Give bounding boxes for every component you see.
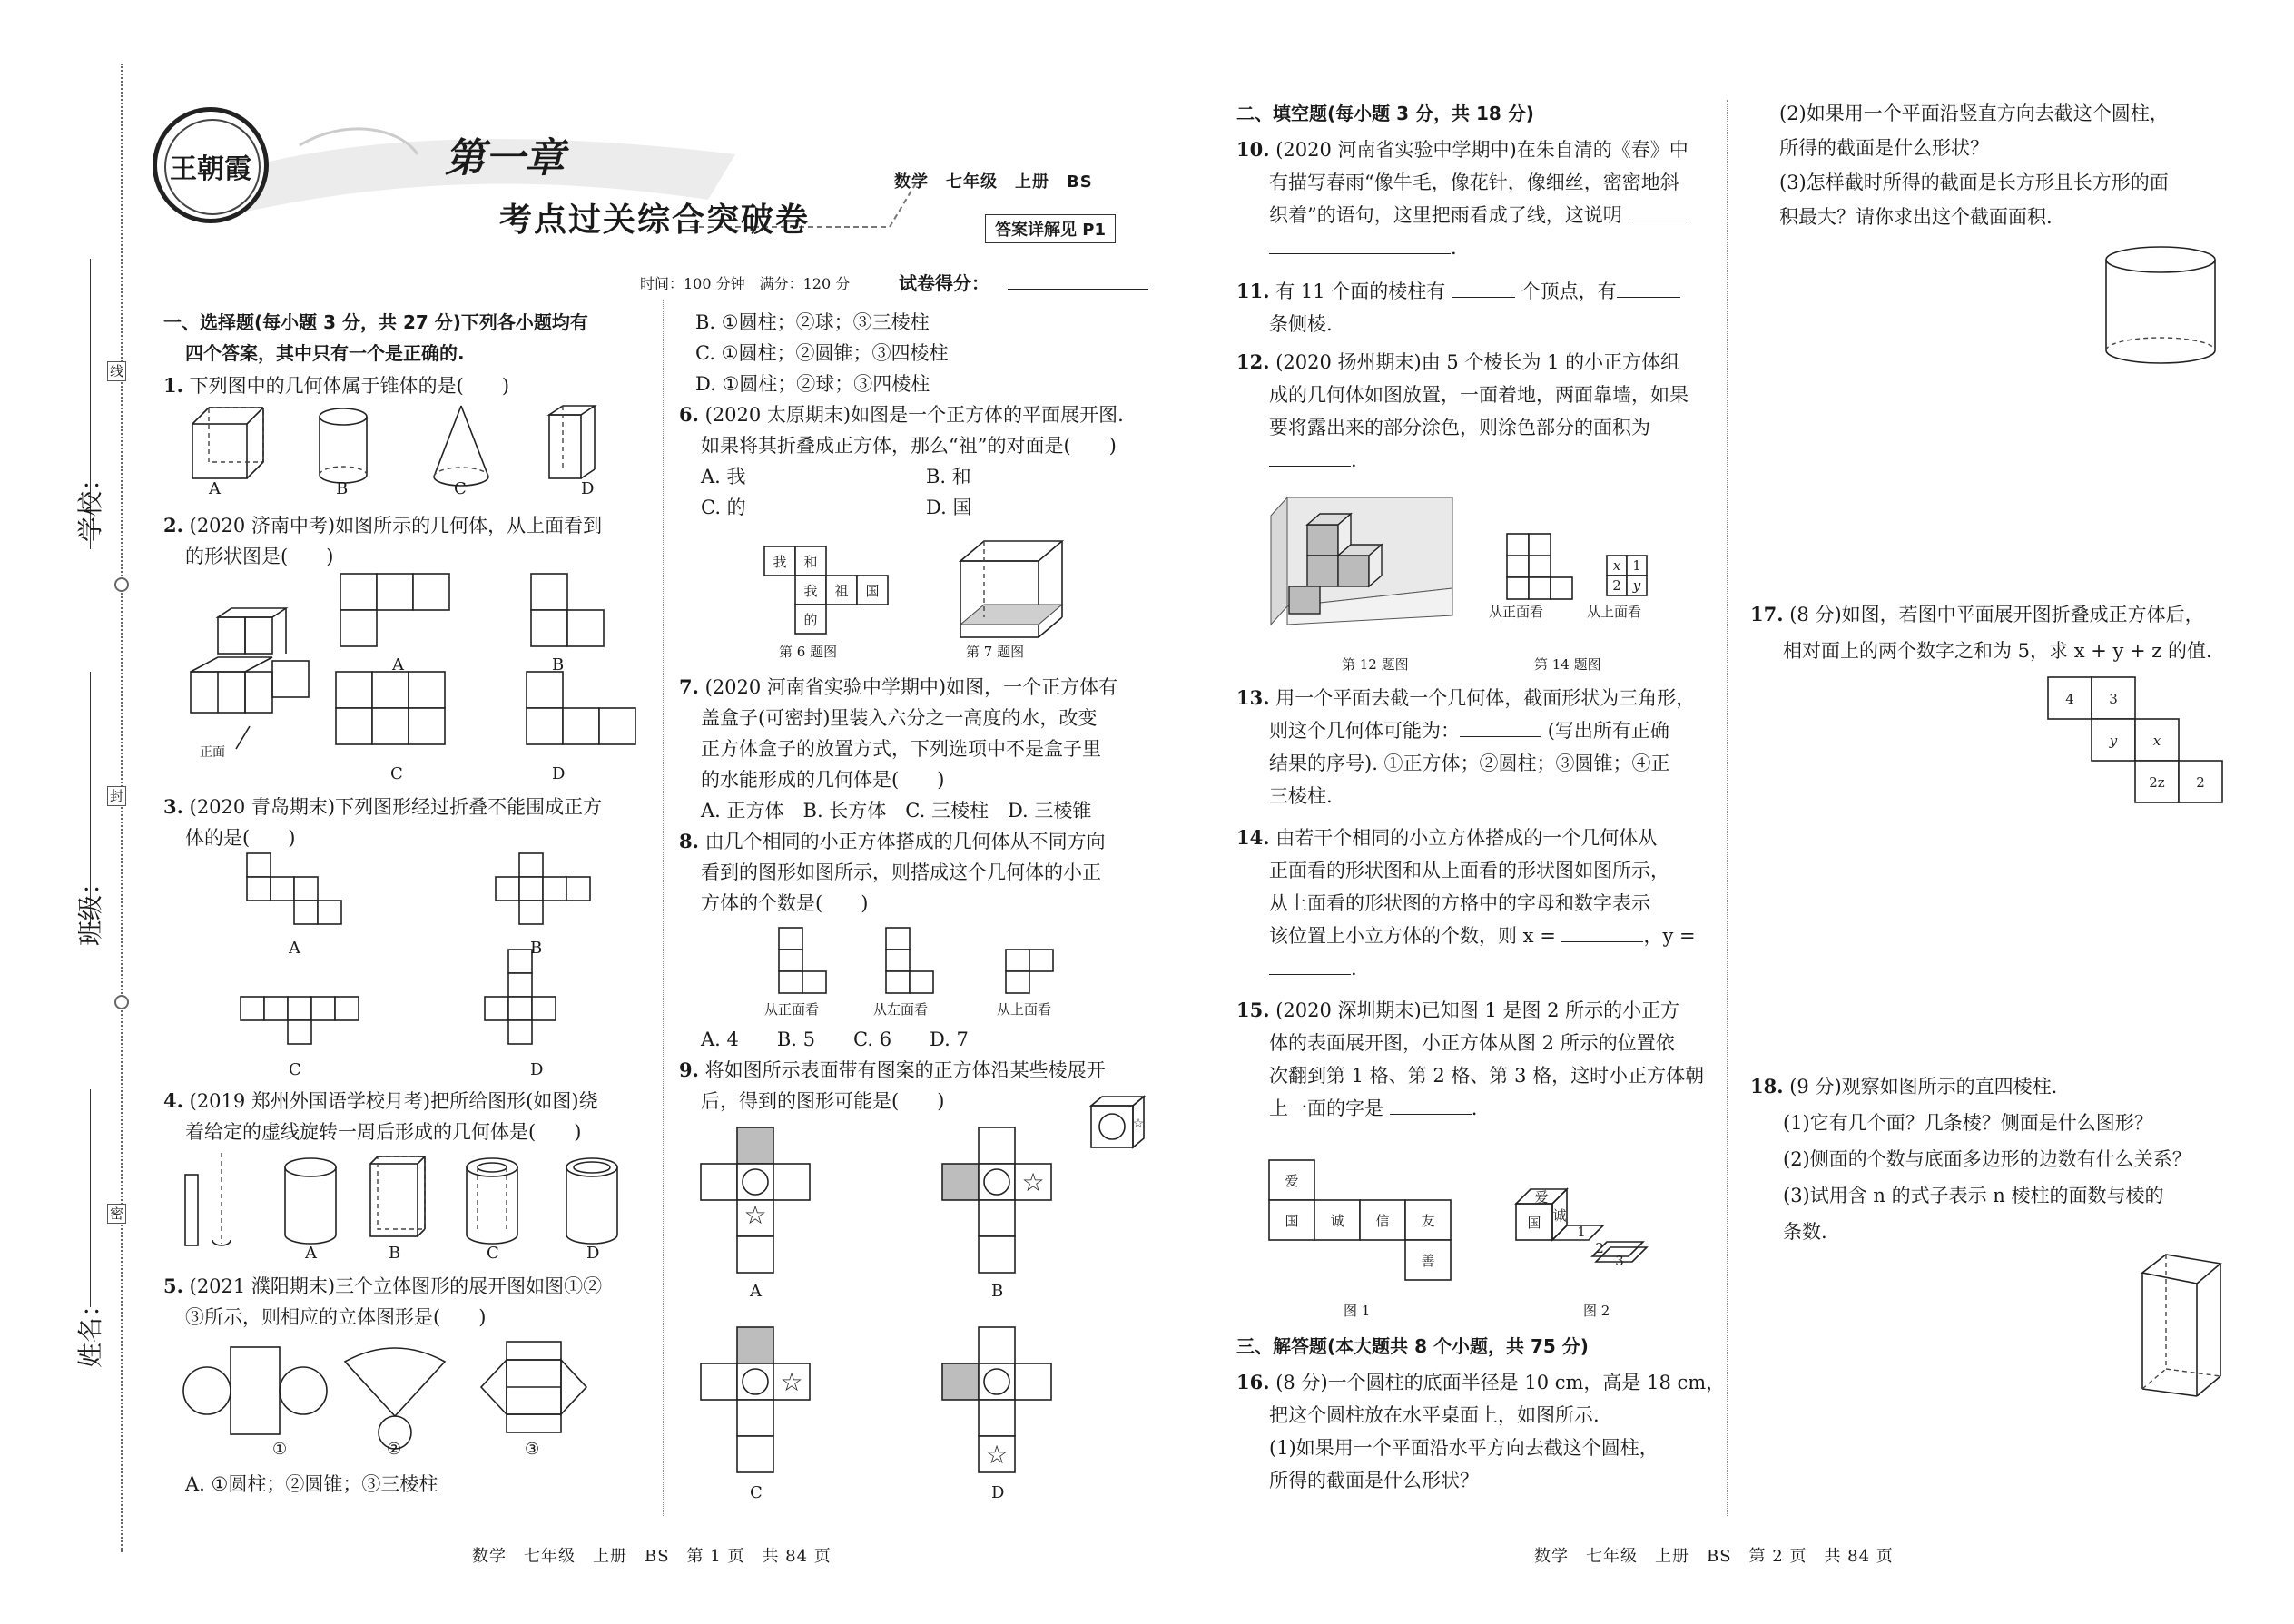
q14-line-5: . (1269, 953, 1357, 984)
q18-line-5: 条数. (1783, 1221, 1827, 1243)
binding-mark-secret: 密 (107, 1204, 126, 1224)
q2-solid (191, 608, 309, 749)
q13-line-1: 13. 用一个平面去截一个几何体，截面形状为三角形， (1236, 686, 1696, 709)
q12-line-1: 12. (2020 扬州期末)由 5 个棱长为 1 的小正方体组 (1236, 350, 1680, 373)
q15-figures (1267, 1158, 1703, 1294)
q6-cell-4: 祖 (834, 583, 849, 599)
q6-option-b[interactable]: B. 和 (926, 466, 971, 487)
q5-option-b[interactable]: B. ①圆柱；②球；③三棱柱 (695, 311, 930, 333)
q4-option-d (566, 1158, 617, 1244)
q15-line-2: 体的表面展开图，小正方体从图 2 所示的位置依 (1269, 1032, 1675, 1054)
q3-text-2: 体的是( ) (185, 827, 296, 849)
svg-text:☆: ☆ (1132, 1117, 1145, 1131)
q15-cell-1: 爱 (1285, 1173, 1299, 1189)
q9-label-b: B (991, 1282, 1004, 1301)
svg-text:☆: ☆ (1021, 1167, 1045, 1197)
q9-text-2: 后，得到的图形可能是( ) (701, 1090, 945, 1112)
q5-figures (182, 1334, 654, 1452)
q1-label-a: A (209, 479, 221, 498)
section3-heading: 三、解答题(本大题共 8 个小题，共 75 分) (1236, 1335, 1589, 1357)
q6-option-a[interactable]: A. 我 (701, 466, 746, 487)
binding-mark-seal: 封 (107, 786, 126, 806)
q1-figures (182, 404, 617, 513)
q1-text: 1. 下列图中的几何体属于锥体的是( ) (163, 374, 510, 397)
q18-line-3: (2)侧面的个数与底面多边形的边数有什么关系？ (1783, 1148, 2191, 1170)
binding-hole (114, 995, 129, 1009)
q5-text: 5. (2021 濮阳期末)三个立体图形的展开图如图①② (163, 1275, 603, 1297)
q15-step-1: 1 (1577, 1224, 1586, 1240)
q16-line-5: (2)如果用一个平面沿竖直方向去截这个圆柱， (1779, 103, 2169, 124)
q8-top-label: 从上面看 (997, 1001, 1052, 1018)
q16-line-7: (3)怎样截时所得的截面是长方形且长方形的面 (1779, 172, 2169, 193)
q18-line-1: 18. (9 分)观察如图所示的直四棱柱. (1750, 1075, 2058, 1097)
q15-rolling-cube (1516, 1189, 1647, 1269)
q4-figures (182, 1153, 654, 1253)
answer-reference: 答案详解见 P1 (985, 214, 1116, 243)
q4-label-b: B (389, 1244, 401, 1263)
q15-fig2-caption: 图 2 (1583, 1303, 1610, 1319)
q13-line-2: 则这个几何体可能为： (写出所有正确 (1269, 715, 1669, 746)
q9-options (699, 1126, 1080, 1507)
q15-line-4: 上一面的字是 . (1269, 1093, 1477, 1124)
q14-top-view (1607, 556, 1647, 595)
q15-step-3: 3 (1615, 1253, 1624, 1269)
q9-option-c (701, 1327, 810, 1472)
q5-fig-1: ① (272, 1440, 288, 1459)
q15-cell-6: 善 (1421, 1253, 1435, 1269)
q7-box (960, 541, 1062, 637)
q8-views (777, 924, 1086, 997)
q12-line-4: . (1269, 445, 1357, 476)
q18-prism (2141, 1253, 2231, 1398)
q2-option-a (340, 574, 449, 646)
q8-text-2: 看到的图形如图所示，则搭成这个几何体的小正 (701, 861, 1101, 883)
q3-option-a (247, 853, 341, 924)
q14-two: 2 (1612, 577, 1621, 594)
q6-cell-1: 我 (773, 554, 787, 570)
q5-fig-2: ② (387, 1440, 402, 1459)
q14-one: 1 (1632, 557, 1641, 574)
q15-cube-side: 诚 (1552, 1207, 1567, 1224)
q17-cell-1: 4 (2065, 691, 2074, 707)
q16-line-2: 把这个圆柱放在水平桌面上，如图所示. (1269, 1404, 1600, 1426)
q15-cell-2: 国 (1285, 1213, 1299, 1229)
q9-label-c: C (750, 1483, 763, 1502)
q11-line-2: 条侧棱. (1269, 313, 1333, 335)
chapter-title: 第一章 (445, 135, 565, 182)
q9-option-a (701, 1127, 810, 1273)
q17-net (2046, 675, 2228, 812)
q8-options[interactable]: A. 4 B. 5 C. 6 D. 7 (701, 1029, 969, 1050)
q12-caption: 第 12 题图 (1342, 656, 1409, 673)
q17-line-2: 相对面上的两个数字之和为 5，求 x + y + z 的值. (1783, 640, 2212, 662)
q5-option-a[interactable]: A. ①圆柱；②圆锥；③三棱柱 (185, 1473, 438, 1495)
q3-option-d (485, 950, 556, 1044)
q7-text-2: 盖盒子(可密封)里装入六分之一高度的水，改变 (701, 707, 1098, 729)
q4-option-b (370, 1156, 425, 1236)
q16-cylinder (2104, 245, 2231, 372)
q3-text: 3. (2020 青岛期末)下列图形经过折叠不能围成正方 (163, 795, 603, 818)
q16-line-3: (1)如果用一个平面沿水平方向去截这个圆柱， (1269, 1437, 1659, 1459)
section2-heading: 二、填空题(每小题 3 分，共 18 分) (1236, 103, 1534, 124)
q8-text-3: 方体的个数是( ) (701, 892, 869, 914)
q3-label-a: A (289, 939, 300, 958)
svg-text:☆: ☆ (780, 1367, 803, 1397)
column-divider (1727, 100, 1728, 1516)
school-label: 学校： (75, 465, 106, 543)
binding-mark-line: 线 (107, 361, 126, 381)
q6-option-c[interactable]: C. 的 (701, 497, 746, 518)
footer-right: 数学 七年级 上册 BS 第 2 页 共 84 页 (1534, 1547, 1894, 1566)
q14-caption: 第 14 题图 (1534, 656, 1601, 673)
q16-line-1: 16. (8 分)一个圆柱的底面半径是 10 cm，高是 18 cm， (1236, 1371, 1726, 1393)
q5-text-2: ③所示，则相应的立体图形是( ) (185, 1306, 487, 1328)
q4-text: 4. (2019 郑州外国语学校月考)把所给图形(如图)绕 (163, 1089, 598, 1112)
q15-cell-5: 友 (1421, 1213, 1435, 1229)
q5-net-1 (183, 1347, 327, 1434)
q10-line-4: . (1269, 232, 1457, 263)
q17-cell-6: 2 (2196, 774, 2205, 791)
q4-option-a (285, 1158, 336, 1244)
q1-cylinder-figure (320, 408, 367, 483)
q15-step-2: 2 (1595, 1240, 1604, 1256)
q9-text: 9. 将如图所示表面带有图案的正方体沿某些棱展开 (679, 1058, 1106, 1081)
q8-left-view (886, 928, 933, 993)
q6-cell-2: 和 (803, 554, 818, 570)
time-info: 时间：100 分钟 满分：120 分 (640, 275, 851, 292)
q6-net (764, 546, 888, 634)
q15-cube-top: 爱 (1534, 1189, 1549, 1206)
q2-label-a: A (392, 655, 404, 674)
q2-front-label: 正面 (200, 745, 225, 760)
q2-option-c (336, 672, 445, 744)
q14-y: y (1632, 577, 1641, 594)
logo-text: 王朝霞 (170, 153, 251, 185)
column-divider (663, 300, 664, 1516)
q17-cell-2: 3 (2109, 691, 2118, 707)
q14-top-label: 从上面看 (1587, 604, 1642, 620)
binding-hole (114, 577, 129, 592)
q5-fig-3: ③ (525, 1440, 540, 1459)
q4-option-c (467, 1158, 517, 1244)
q6-cell-5: 国 (865, 583, 880, 599)
q6-caption: 第 6 题图 (779, 644, 838, 660)
q2-label-b: B (552, 655, 565, 674)
class-label: 班级： (75, 869, 106, 947)
name-label: 姓名： (75, 1291, 106, 1369)
q15-fig1-caption: 图 1 (1344, 1303, 1371, 1319)
q9-cube (1089, 1095, 1153, 1158)
q5-option-d[interactable]: D. ①圆柱；②球；③四棱柱 (695, 373, 930, 395)
q3-option-c (241, 997, 359, 1044)
q6-cell-3: 我 (803, 583, 818, 599)
section1-heading: 一、选择题(每小题 3 分，共 27 分)下列各小题均有 (163, 311, 588, 333)
section1-heading-cont: 四个答案，其中只有一个是正确的. (185, 342, 465, 364)
q15-cell-3: 诚 (1330, 1213, 1344, 1229)
binding-line (121, 64, 123, 1552)
q12-line-3: 要将露出来的部分涂色，则涂色部分的面积为 (1269, 417, 1650, 438)
q8-text: 8. 由几个相同的小正方体搭成的几何体从不同方向 (679, 830, 1106, 852)
q15-net (1269, 1160, 1451, 1280)
svg-text:☆: ☆ (985, 1440, 1009, 1470)
q9-option-b (942, 1127, 1051, 1273)
q5-net-2 (345, 1348, 445, 1449)
q9-label-a: A (750, 1282, 762, 1301)
q16-line-6: 所得的截面是什么形状？ (1779, 137, 1989, 159)
q12-wall-solid (1271, 497, 1452, 625)
paper-title: 考点过关综合突破卷 (499, 201, 811, 239)
q8-front-label: 从正面看 (764, 1001, 820, 1018)
footer-left: 数学 七年级 上册 BS 第 1 页 共 84 页 (472, 1547, 832, 1566)
q7-caption: 第 7 题图 (966, 644, 1025, 660)
q8-top-view (1006, 950, 1053, 993)
q2-figures (182, 572, 654, 790)
q15-line-1: 15. (2020 深圳期末)已知图 1 是图 2 所示的小正方 (1236, 999, 1680, 1021)
q15-line-3: 次翻到第 1 格、第 2 格、第 3 格，这时小正方体朝 (1269, 1065, 1705, 1087)
q13-line-4: 三棱柱. (1269, 785, 1333, 807)
q17-cell-5: 2z (2149, 774, 2165, 791)
q10-line-1: 10. (2020 河南省实验中学期中)在朱自清的《春》中 (1236, 138, 1689, 161)
q14-line-2: 正面看的形状图和从上面看的形状图如图所示， (1269, 860, 1669, 881)
q14-front-label: 从正面看 (1489, 604, 1544, 620)
q6-text-2: 如果将其折叠成正方体，那么“祖”的对面是( ) (701, 435, 1117, 457)
q1-label-c: C (454, 479, 467, 498)
q7-text: 7. (2020 河南省实验中学期中)如图，一个正方体有 (679, 675, 1118, 698)
q15-cube-front: 国 (1527, 1215, 1541, 1231)
q10-line-2: 有描写春雨“像牛毛，像花针，像细丝，密密地斜 (1269, 172, 1679, 193)
q5-option-c[interactable]: C. ①圆柱；②圆锥；③四棱柱 (695, 342, 949, 364)
q5-net-3 (481, 1342, 586, 1432)
q4-label-a: A (305, 1244, 317, 1263)
q17-cell-4: x (2152, 733, 2161, 749)
q3-label-d: D (530, 1060, 544, 1079)
q17-cell-3: y (2109, 733, 2118, 749)
q4-label-d: D (586, 1244, 600, 1263)
q2-text-2: 的形状图是( ) (185, 546, 334, 567)
q7-options[interactable]: A. 正方体 B. 长方体 C. 三棱柱 D. 三棱锥 (701, 800, 1092, 822)
q2-text: 2. (2020 济南中考)如图所示的几何体，从上面看到 (163, 514, 603, 536)
q7-text-3: 正方体盒子的放置方式，下列选项中不是盒子里 (701, 738, 1101, 760)
q8-left-label: 从左面看 (873, 1001, 929, 1018)
q18-line-4: (3)试用含 n 的式子表示 n 棱柱的面数与棱的 (1783, 1185, 2164, 1206)
q6-q7-figures (763, 541, 1108, 641)
q1-label-d: D (581, 479, 595, 498)
q18-line-2: (1)它有几个面？几条棱？侧面是什么图形？ (1783, 1112, 2153, 1134)
q14-x: x (1612, 557, 1621, 574)
logo-seal (153, 107, 269, 223)
q1-label-b: B (336, 479, 349, 498)
q10-line-3: 织着”的语句，这里把雨看成了线，这说明 (1269, 200, 1691, 231)
q15-cell-4: 信 (1375, 1213, 1390, 1229)
q16-line-4: 所得的截面是什么形状？ (1269, 1470, 1479, 1491)
q2-label-c: C (390, 764, 403, 783)
q3-label-c: C (289, 1060, 301, 1079)
q3-label-b: B (530, 939, 543, 958)
name-blank[interactable] (90, 1089, 91, 1307)
q17-line-1: 17. (8 分)如图，若图中平面展开图折叠成正方体后， (1750, 603, 2204, 625)
q2-option-d (527, 672, 635, 744)
q14-front-view (1507, 534, 1572, 599)
q1-cube-figure (192, 408, 263, 478)
q11-line-1: 11. 有 11 个面的棱柱有 个顶点，有 (1236, 276, 1680, 307)
q2-option-b (531, 574, 604, 646)
q14-line-1: 14. 由若干个相同的小立方体搭成的一个几何体从 (1236, 826, 1658, 849)
q6-option-d[interactable]: D. 国 (926, 497, 972, 518)
subject-meta: 数学 七年级 上册 BS (894, 172, 1093, 192)
q9-option-d (942, 1327, 1051, 1472)
q14-line-4: 该位置上小立方体的个数，则 x = ，y = (1269, 920, 1696, 951)
q9-label-d: D (991, 1483, 1005, 1502)
q1-cone-figure (434, 406, 488, 486)
q2-label-d: D (552, 764, 566, 783)
q12-line-2: 成的几何体如图放置，一面着地，两面靠墙，如果 (1269, 384, 1689, 406)
q6-cell-6: 的 (803, 612, 818, 628)
q13-line-3: 结果的序号). ①正方体；②圆柱；③圆锥；④正 (1269, 753, 1670, 774)
q14-line-3: 从上面看的形状图的方格中的字母和数字表示 (1269, 892, 1650, 914)
score-blank[interactable] (1008, 289, 1148, 290)
q1-prism-figure (549, 406, 595, 478)
svg-text:☆: ☆ (743, 1200, 767, 1230)
q8-front-view (779, 928, 826, 993)
q6-text: 6. (2020 太原期末)如图是一个正方体的平面展开图. (679, 403, 1124, 426)
q4-text-2: 着给定的虚线旋转一周后形成的几何体是( ) (185, 1121, 582, 1143)
q16-line-8: 积最大？请你求出这个截面面积. (1779, 206, 2053, 228)
score-label: 试卷得分： (899, 272, 989, 294)
q3-option-b (496, 853, 590, 924)
q7-text-4: 的水能形成的几何体是( ) (701, 769, 945, 791)
q4-label-c: C (487, 1244, 499, 1263)
q4-given-shape (185, 1153, 231, 1245)
